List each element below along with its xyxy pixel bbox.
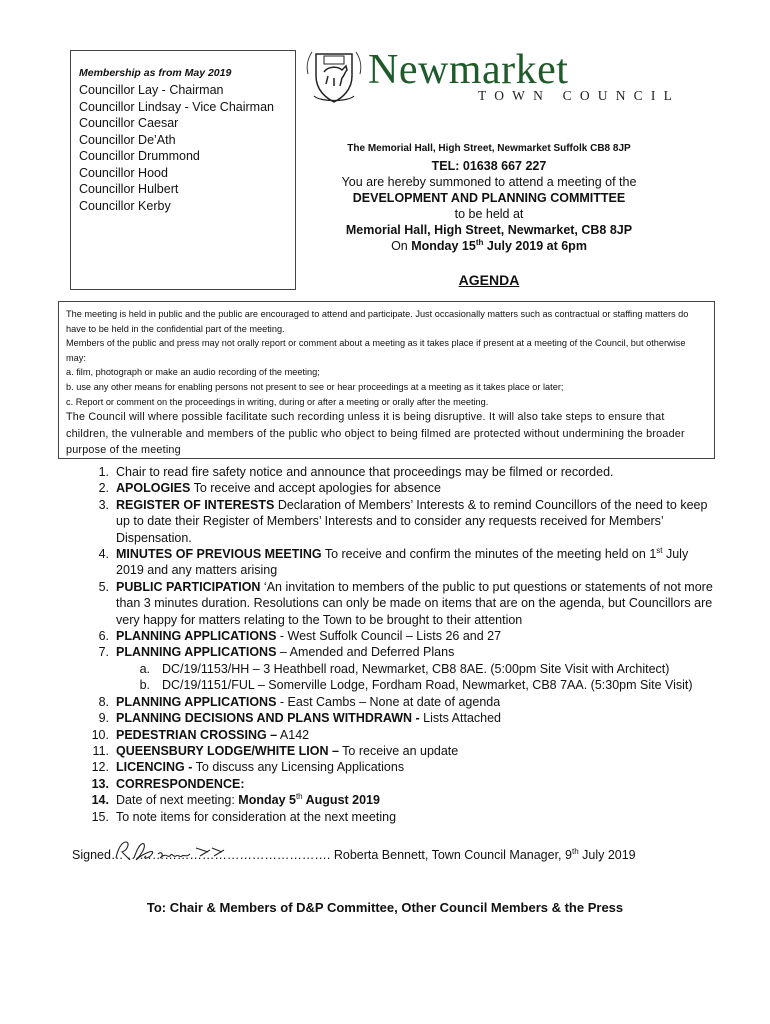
agenda-list xyxy=(76,464,716,825)
member-line: Councillor Lay - Chairman xyxy=(79,83,224,97)
agenda-item: 12. LICENCING - To discuss any Licensing Applications xyxy=(91,760,405,775)
signed-line: Signed… …………………………………………. Roberta Bennett, Town Council Manager, 9th July 2019 xyxy=(72,846,636,862)
logo-subtitle: TOWN COUNCIL xyxy=(478,88,681,103)
agenda-item: 11. QUEENSBURY LODGE/WHITE LION – To receive an update xyxy=(92,743,459,758)
telephone: TEL: 01638 667 227 xyxy=(431,159,547,173)
agenda-item: 15. To note items for consideration at the next meeting xyxy=(91,809,397,824)
notice-paragraph: The meeting is held in public and the public are encouraged to attend and participate. Just occasionally matters such as contractual or staffing matters do have to be held in the confidential part of the meeting. xyxy=(66,309,689,334)
meeting-header xyxy=(300,142,678,254)
member-line: Councillor Caesar xyxy=(79,116,179,130)
member-line: Councillor Lindsay - Vice Chairman xyxy=(79,99,274,114)
agenda-item: 8. PLANNING APPLICATIONS - East Cambs – None at date of agenda xyxy=(98,694,501,709)
agenda-item: 7. PLANNING APPLICATIONS – Amended and Deferred Plans xyxy=(98,645,455,660)
member-line: Councillor Kerby xyxy=(79,198,171,213)
membership-heading: Membership as from May 2019 xyxy=(79,67,232,79)
agenda-title: AGENDA xyxy=(458,272,520,288)
council-crest-icon xyxy=(304,50,364,106)
agenda-item: 9. PLANNING DECISIONS AND PLANS WITHDRAWN - Lists Attached xyxy=(98,711,502,726)
venue: Memorial Hall, High Street, Newmarket, CB8 8JP xyxy=(345,223,633,237)
agenda-item: 6. PLANNING APPLICATIONS - West Suffolk Council – Lists 26 and 27 xyxy=(98,629,502,644)
notice-paragraph: The Council will where possible facilitate such recording unless it is being disruptive. It will also take steps to ensure that children, the vulnerable and members of the public who object to being filmed are protected without undermining the broader purpose of the meeting xyxy=(66,411,685,457)
member-line: Councillor Hulbert xyxy=(79,182,179,196)
agenda-item: 5. PUBLIC PARTICIPATION ‘An invitation to members of the public to put questions or statements of not more than 3 minutes duration. Resolutions can only be made on items that are on the agenda, but Councillors are very happy for matters relating to the Town to be brought to their attention xyxy=(98,579,713,627)
notice-paragraph: b. use any other means for enabling persons not present to see or hear proceedings at a meeting as it takes place or later; xyxy=(66,381,564,392)
agenda-item: 14. Date of next meeting: Monday 5th August 2019 xyxy=(91,791,380,808)
agenda-item: 3. REGISTER OF INTERESTS Declaration of Members’ Interests & to remind Councillors of the need to keep up to date their Register of Members’ Interests and to consider any requests received for Members’ Dispensation. xyxy=(98,497,708,545)
agenda-item: 4. MINUTES OF PREVIOUS MEETING To receive and confirm the minutes of the meeting held on 1st July 2019 and any matters arising xyxy=(98,545,689,578)
distribution-footer: To: Chair & Members of D&P Committee, Other Council Members & the Press xyxy=(146,900,624,915)
agenda-subitem: a. DC/19/1153/HH – 3 Heathbell road, Newmarket, CB8 8AE. (5:00pm Site Visit with Architect) xyxy=(139,661,670,676)
meeting-date: On Monday 15th July 2019 at 6pm xyxy=(391,237,587,253)
notice-paragraph: a. film, photograph or make an audio recording of the meeting; xyxy=(66,367,320,378)
committee-name: DEVELOPMENT AND PLANNING COMMITTEE xyxy=(352,191,626,205)
member-line: Councillor Drummond xyxy=(79,149,200,163)
logo-wordmark: Newmarket xyxy=(368,47,569,93)
agenda-item: 13. CORRESPONDENCE: xyxy=(91,776,245,791)
public-notice-box xyxy=(58,301,715,459)
agenda-item: 2. APOLOGIES To receive and accept apologies for absence xyxy=(98,481,441,496)
summons-line: You are hereby summoned to attend a meeting of the xyxy=(341,175,637,189)
held-at-line: to be held at xyxy=(454,207,524,221)
member-line: Councillor De’Ath xyxy=(79,132,176,147)
membership-box xyxy=(70,50,296,290)
agenda-item: 10. PEDESTRIAN CROSSING – A142 xyxy=(91,727,310,742)
agenda-subitem: b. DC/19/1151/FUL – Somerville Lodge, Fordham Road, Newmarket, CB8 7AA. (5:30pm Site Visit) xyxy=(139,678,693,693)
agenda-item: 1. Chair to read fire safety notice and announce that proceedings may be filmed or recorded. xyxy=(98,465,614,479)
member-line: Councillor Hood xyxy=(79,165,168,180)
notice-paragraph: Members of the public and press may not orally report or comment about a meeting as it takes place if present at a meeting of the Council, but otherwise may: xyxy=(66,338,686,363)
address: The Memorial Hall, High Street, Newmarket Suffolk CB8 8JP xyxy=(347,143,631,154)
notice-paragraph: c. Report or comment on the proceedings in writing, during or after a meeting or orally after the meeting. xyxy=(66,396,489,407)
